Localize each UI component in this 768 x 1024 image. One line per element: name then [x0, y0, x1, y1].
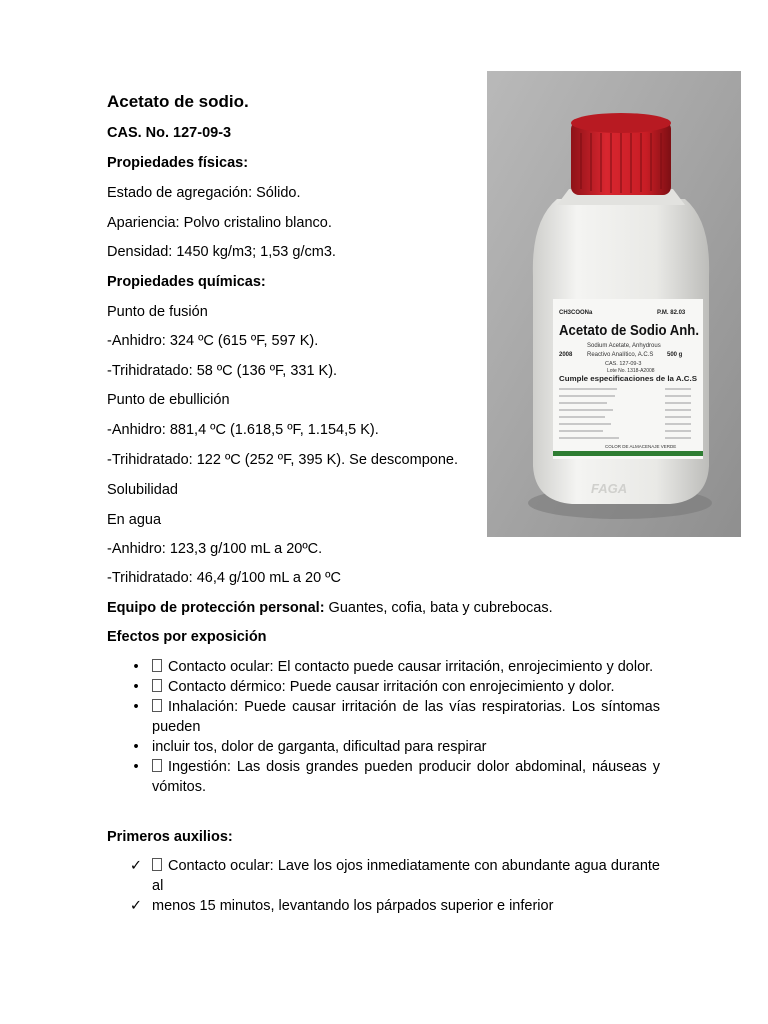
boiling-anhydrous: -Anhidro: 881,4 ºC (1.618,5 ºF, 1.154,5 K). — [107, 422, 379, 438]
svg-text:COLOR DE ALMACENAJE VERDE: COLOR DE ALMACENAJE VERDE — [605, 444, 677, 449]
placeholder-box-icon — [152, 659, 162, 672]
solubility-heading: Solubilidad — [107, 482, 178, 498]
heading-exposure-effects: Efectos por exposición — [107, 629, 267, 645]
svg-text:Sodium Acetate, Anhydrous: Sodium Acetate, Anhydrous — [587, 343, 661, 349]
svg-text:P.M. 82.03: P.M. 82.03 — [657, 310, 686, 316]
appearance-text: Apariencia: Polvo cristalino blanco. — [107, 215, 332, 231]
boiling-point-heading: Punto de ebullición — [107, 392, 230, 408]
svg-text:Lote No. 1318-A2008: Lote No. 1318-A2008 — [607, 368, 655, 374]
svg-text:2008: 2008 — [559, 352, 573, 358]
placeholder-box-icon — [152, 699, 162, 712]
list-item: ✓ menos 15 minutos, levantando los párpados superior e inferior — [129, 898, 554, 914]
solubility-trihydrate: -Trihidratado: 46,4 g/100 mL a 20 ºC — [107, 570, 341, 586]
first-aid-list — [107, 856, 660, 916]
list-item: • Ingestión: Las dosis grandes pueden producir dolor abdominal, náuseas y vómitos. — [107, 757, 660, 797]
list-item: • Inhalación: Puede causar irritación de las vías respiratorias. Los síntomas pueden — [107, 697, 660, 737]
svg-text:Reactivo Analítico, A.C.S: Reactivo Analítico, A.C.S — [587, 352, 654, 358]
ppe-value: Guantes, cofia, bata y cubrebocas. — [324, 600, 553, 616]
melting-anhydrous: -Anhidro: 324 ºC (615 ºF, 597 K). — [107, 333, 319, 349]
placeholder-box-icon — [152, 679, 162, 692]
check-icon: ✓ — [129, 898, 143, 914]
check-icon: ✓ — [129, 858, 143, 874]
heading-first-aid: Primeros auxilios: — [107, 829, 233, 845]
cas-number: CAS. No. 127-09-3 — [107, 125, 232, 141]
svg-text:Cumple especificaciones de la: Cumple especificaciones de la A.C.S — [559, 376, 698, 383]
exposure-effects-list — [107, 657, 660, 797]
density-text: Densidad: 1450 kg/m3; 1,53 g/cm3. — [107, 244, 336, 260]
boiling-trihydrate: -Trihidratado: 122 ºC (252 ºF, 395 K). Se descompone. — [107, 452, 458, 468]
placeholder-box-icon — [152, 858, 162, 871]
heading-physical-properties: Propiedades físicas: — [107, 155, 249, 171]
solubility-anhydrous: -Anhidro: 123,3 g/100 mL a 20ºC. — [107, 541, 323, 557]
melting-point-heading: Punto de fusión — [107, 304, 208, 320]
bullet-icon: • — [133, 699, 139, 715]
page-title: Acetato de sodio. — [107, 92, 249, 111]
list-item: • Contacto dérmico: Puede causar irritación con enrojecimiento y dolor. — [107, 677, 660, 697]
heading-chemical-properties: Propiedades químicas: — [107, 274, 266, 290]
svg-text:CAS. 127-09-3: CAS. 127-09-3 — [605, 361, 642, 367]
storage-color-band — [553, 451, 703, 456]
bullet-icon: • — [133, 679, 139, 695]
bullet-icon: • — [133, 759, 139, 775]
state-text: Estado de agregación: Sólido. — [107, 185, 301, 201]
svg-text:Acetato de Sodio Anh.: Acetato de Sodio Anh. — [559, 322, 699, 339]
melting-trihydrate: -Trihidratado: 58 ºC (136 ºF, 331 K). — [107, 363, 338, 379]
list-item: ✓ Contacto ocular: Lave los ojos inmediatamente con abundante agua durante al — [129, 858, 660, 894]
svg-text:500 g: 500 g — [667, 352, 683, 358]
list-item: • incluir tos, dolor de garganta, dificultad para respirar — [107, 737, 660, 757]
bottle-illustration — [487, 71, 741, 537]
product-photo — [487, 71, 741, 537]
svg-text:CH3COONa: CH3COONa — [559, 310, 593, 316]
placeholder-box-icon — [152, 759, 162, 772]
svg-text:FAGA: FAGA — [591, 481, 628, 496]
bullet-icon: • — [133, 739, 139, 755]
in-water-text: En agua — [107, 512, 162, 528]
ppe-label: Equipo de protección personal: — [107, 600, 325, 616]
bullet-icon: • — [133, 659, 139, 675]
ppe-paragraph — [107, 599, 553, 617]
list-item: • Contacto ocular: El contacto puede causar irritación, enrojecimiento y dolor. — [107, 657, 660, 677]
